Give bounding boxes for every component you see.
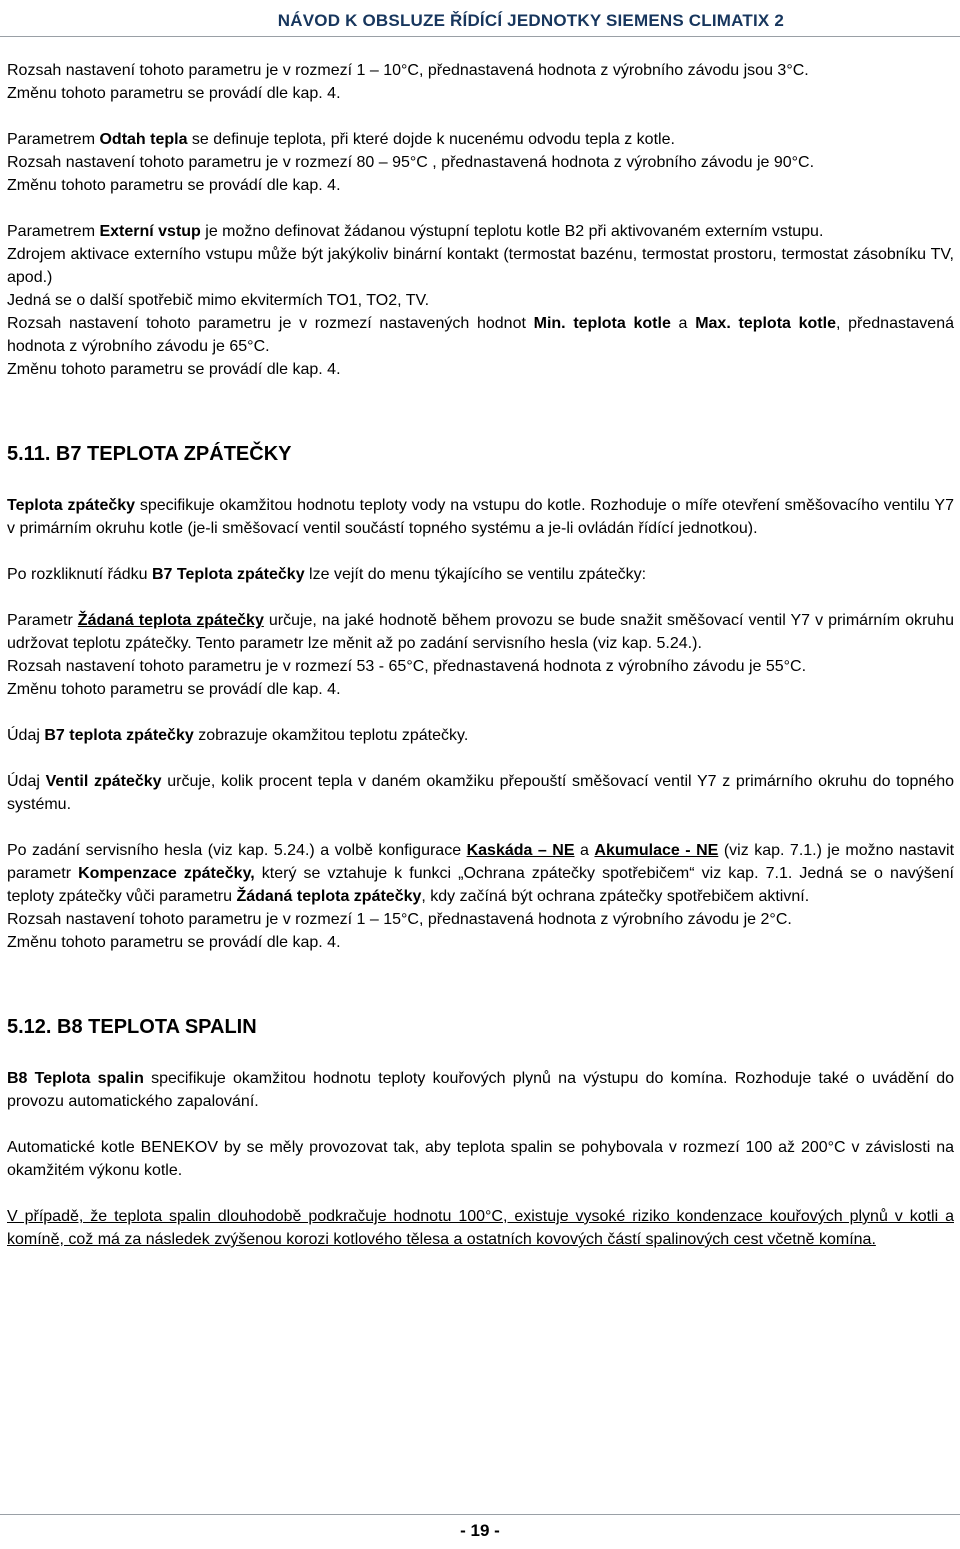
change-reference: Změnu tohoto parametru se provádí dle kap. 4. (7, 361, 341, 378)
page-number: - 19 - (460, 1521, 500, 1540)
ventil-zpatecky-paragraph: Údaj Ventil zpátečky určuje, kolik procent tepla v daném okamžiku přepouští směšovací ventil Y7 z primárního okruhu do topného systému. (7, 773, 954, 813)
section-title-5-12: 5.12. B8 TEPLOTA SPALIN (7, 1016, 257, 1038)
odtah-range: Rozsah nastavení tohoto parametru je v rozmezí 80 – 95°C , přednastavená hodnota z výrobního závodu je 90°C. (7, 154, 815, 171)
teplota-zpatecky-intro: Teplota zpátečky specifikuje okamžitou hodnotu teploty vody na vstupu do kotle. Rozhoduje o míře otevření směšovacího ventilu Y7 v primárním okruhu kotle (je-li směšovací ventil součástí topného systému a je-li ovládán řídící jednotkou). (7, 497, 954, 537)
footer-rule (0, 1514, 960, 1515)
externi-range: Rozsah nastavení tohoto parametru je v rozmezí nastavených hodnot Min. teplota kotle a Max. teplota kotle, přednastavená hodnota z výrobního závodu je 65°C. (7, 315, 955, 355)
page-header (0, 10, 960, 37)
externi-source: Zdrojem aktivace externího vstupu může být jakýkoliv binární kontakt (termostat bazénu, termostat prostoru, termostat zásobníku TV, apod.) (7, 246, 954, 286)
zadana-range: Rozsah nastavení tohoto parametru je v rozmezí 53 - 65°C, přednastavená hodnota z výrobního závodu je 55°C. (7, 658, 807, 675)
change-reference: Změnu tohoto parametru se provádí dle kap. 4. (7, 934, 341, 951)
zadana-teplota-paragraph: Parametr Žádaná teplota zpátečky určuje, na jaké hodnotě během provozu se bude snažit směšovací ventil Y7 v primárním okruhu udržovat teplotu zpátečky. Tento parametr lze měnit až po zadání servisního hesla (viz kap. 5.24.). (7, 612, 954, 652)
document-title: NÁVOD K OBSLUZE ŘÍDÍCÍ JEDNOTKY SIEMENS CLIMATIX 2 (277, 11, 784, 30)
change-reference: Změnu tohoto parametru se provádí dle kap. 4. (7, 681, 341, 698)
externi-consumer: Jedná se o další spotřebič mimo ekvitermích TO1, TO2, TV. (7, 292, 430, 309)
udaj-b7-paragraph: Údaj B7 teplota zpátečky zobrazuje okamžitou teplotu zpátečky. (7, 727, 469, 744)
teplota-spalin-intro: B8 Teplota spalin specifikuje okamžitou hodnotu teploty kouřových plynů na výstupu do komína. Rozhoduje také o uvádění do provozu automatického zapalování. (7, 1070, 954, 1110)
benekov-paragraph: Automatické kotle BENEKOV by se měly provozovat tak, aby teplota spalin se pohybovala v rozmezí 100 až 200°C v závislosti na okamžitém výkonu kotle. (7, 1139, 954, 1179)
menu-intro: Po rozkliknutí řádku B7 Teplota zpátečky lze vejít do menu týkajícího se ventilu zpátečky: (7, 566, 647, 583)
page-content (7, 59, 954, 1251)
change-reference: Změnu tohoto parametru se provádí dle kap. 4. (7, 85, 341, 102)
kompenzace-paragraph: Po zadání servisního hesla (viz kap. 5.24.) a volbě konfigurace Kaskáda – NE a Akumulace - NE (viz kap. 7.1.) je možno nastavit parametr Kompenzace zpátečky, který se vztahuje k funkci „Ochrana zpátečky spotřebičem“ viz kap. 7.1. Jedná se o navýšení teploty zpátečky vůči parametru Žádaná teplota zpátečky, kdy začíná být ochrana zpátečky spotřebičem aktivní. (7, 842, 955, 905)
odtah-tepla-paragraph: Parametrem Odtah tepla se definuje teplota, při které dojde k nucenému odvodu tepla z kotle. (7, 131, 675, 148)
odtah-tepla-term: Odtah tepla (99, 131, 188, 148)
change-reference: Změnu tohoto parametru se provádí dle kap. 4. (7, 177, 341, 194)
externi-vstup-term: Externí vstup (99, 223, 201, 240)
kompenzace-range: Rozsah nastavení tohoto parametru je v rozmezí 1 – 15°C, přednastavená hodnota z výrobního závodu je 2°C. (7, 911, 792, 928)
section-title-5-11: 5.11. B7 TEPLOTA ZPÁTEČKY (7, 443, 292, 465)
warning-paragraph: V případě, že teplota spalin dlouhodobě podkračuje hodnotu 100°C, existuje vysoké riziko kondenzace kouřových plynů v kotli a komíně, což má za následek zvýšenou korozi kotlového tělesa a ostatních kovových částí spalinových cest včetně komína. (7, 1208, 954, 1248)
odtah-prev-range: Rozsah nastavení tohoto parametru je v rozmezí 1 – 10°C, přednastavená hodnota z výrobního závodu jsou 3°C. (7, 62, 809, 79)
externi-vstup-paragraph: Parametrem Externí vstup je možno definovat žádanou výstupní teplotu kotle B2 při aktivovaném externím vstupu. (7, 223, 824, 240)
